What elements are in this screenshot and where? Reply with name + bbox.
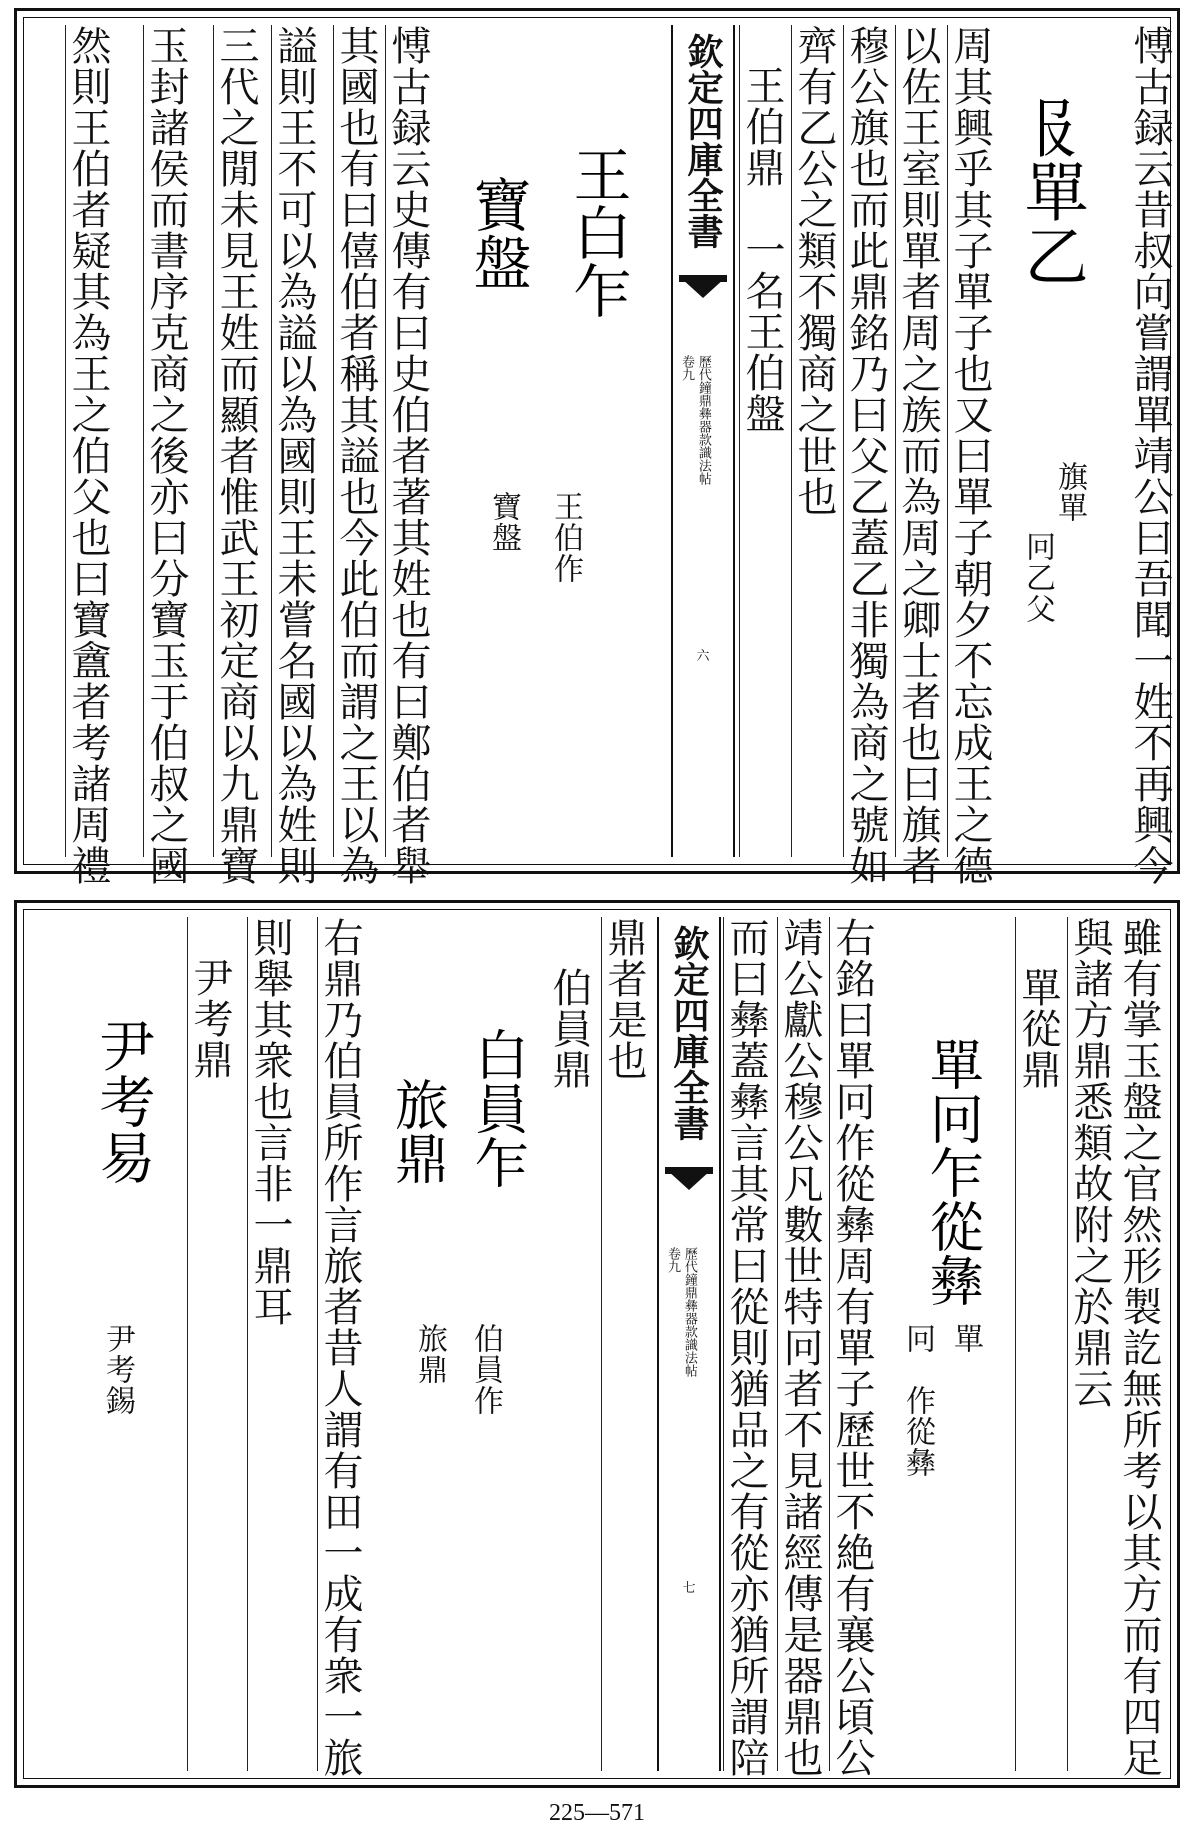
seal-glyphs: 旅鼎 bbox=[386, 1077, 450, 1185]
seal-glyphs: 單冋乍從彝 bbox=[921, 1037, 985, 1307]
transcription bbox=[409, 1323, 449, 1403]
text-column bbox=[895, 25, 941, 886]
transcription-text: 尹考錫 bbox=[100, 1323, 135, 1416]
column-text: 然則王伯者疑其為王之伯父也曰寶盦者考諸周禮 bbox=[65, 25, 111, 886]
banner-volume: 卷九 bbox=[679, 355, 694, 381]
transcription-text: 旗單 bbox=[1052, 461, 1087, 523]
column-text: 右鼎乃伯員所作言旅者昔人謂有田一成有衆一旅 bbox=[317, 917, 363, 1778]
column-text: 單從鼎 bbox=[1015, 967, 1061, 1090]
column-text: 王伯鼎 一名王伯盤 bbox=[739, 65, 785, 434]
transcription-text: 伯員作 bbox=[468, 1323, 503, 1416]
seal-inscription bbox=[985, 25, 1115, 857]
text-column bbox=[143, 25, 189, 886]
seal-glyphs: 尹考易 bbox=[90, 1017, 156, 1185]
text-column bbox=[65, 25, 111, 886]
column-text: 玉封諸侯而書序克商之後亦曰分寶玉于伯叔之國 bbox=[143, 25, 189, 886]
text-column bbox=[723, 917, 769, 1778]
column-text: 愽古録云史傳有曰史伯者著其姓也有曰鄭伯者舉 bbox=[385, 25, 431, 886]
transcription bbox=[1017, 531, 1057, 661]
transcription bbox=[897, 1323, 937, 1543]
text-column bbox=[187, 917, 232, 1771]
text-column bbox=[1127, 25, 1173, 886]
transcription bbox=[465, 1323, 505, 1443]
text-column bbox=[333, 25, 379, 886]
text-column bbox=[843, 25, 889, 886]
transcription-text: 冋乙父 bbox=[1020, 531, 1055, 624]
text-column bbox=[947, 25, 993, 886]
column-text: 以佐王室則單者周之族而為周之卿士者也曰旗者 bbox=[895, 25, 941, 886]
banner-subtitle: 歷代鐘鼎彝器款識法帖 bbox=[695, 355, 711, 485]
transcription bbox=[545, 491, 585, 631]
fish-tail-ornament bbox=[665, 1167, 713, 1204]
top-page-panel bbox=[14, 8, 1180, 886]
text-column bbox=[213, 25, 259, 886]
column-text: 右銘曰單冋作從彝周有單子歷世不絶有襄公頃公 bbox=[829, 917, 875, 1778]
column-text: 謚則王不可以為謚以為國則王未嘗名國以為姓則 bbox=[271, 25, 317, 886]
text-column bbox=[601, 917, 646, 1771]
text-column bbox=[1067, 917, 1112, 1771]
banner-title: 欽定四庫全書 bbox=[682, 33, 724, 249]
banner-volume: 卷九 bbox=[665, 1247, 680, 1273]
banner-subtitle: 歷代鐘鼎彝器款識法帖 bbox=[681, 1247, 697, 1377]
banner-page: 六 bbox=[696, 649, 710, 664]
book-banner bbox=[657, 917, 721, 1771]
seal-glyphs: 寶盤 bbox=[463, 175, 532, 291]
column-text: 齊有乙公之類不獨商之世也 bbox=[791, 25, 837, 517]
transcription-text: 王伯作 bbox=[548, 491, 583, 584]
seal-inscription bbox=[457, 25, 537, 857]
seal-glyphs: 王白乍 bbox=[563, 145, 632, 319]
transcription-text: 冋 作從彝 bbox=[900, 1323, 935, 1478]
bottom-page-panel bbox=[14, 900, 1180, 1788]
transcription-text: 單 bbox=[948, 1323, 983, 1354]
column-text: 其國也有曰僖伯者稱其謚也今此伯而謂之王以為 bbox=[333, 25, 379, 886]
transcription bbox=[483, 491, 523, 631]
transcription-text: 寶盤 bbox=[486, 491, 521, 553]
column-text: 鼎者是也 bbox=[601, 917, 647, 1081]
text-column bbox=[1116, 917, 1162, 1778]
column-text: 伯員鼎 bbox=[546, 967, 592, 1090]
text-column bbox=[547, 917, 591, 1771]
book-banner bbox=[671, 25, 735, 857]
seal-inscription bbox=[537, 25, 657, 857]
banner-page: 七 bbox=[682, 1581, 696, 1596]
transcription bbox=[97, 1323, 137, 1453]
column-text: 則舉其衆也言非一鼎耳 bbox=[247, 917, 293, 1327]
transcription-text: 旅鼎 bbox=[412, 1323, 447, 1385]
seal-glyphs: 白員乍 bbox=[466, 1027, 530, 1189]
text-column bbox=[791, 25, 836, 857]
column-text: 與諸方鼎悉類故附之於鼎云 bbox=[1067, 917, 1113, 1409]
column-text: 三代之閒未見王姓而顯者惟武王初定商以九鼎寶 bbox=[213, 25, 259, 886]
transcription bbox=[945, 1323, 985, 1383]
seal-glyphs: 𠬝單乙 bbox=[1013, 95, 1088, 287]
text-column bbox=[829, 917, 875, 1778]
text-column bbox=[247, 917, 292, 1771]
column-text: 而曰彝蓋彝言其常曰從則猶品之有從亦猶所謂陪 bbox=[723, 917, 769, 1778]
page-number: 225—571 bbox=[549, 1800, 645, 1826]
text-column bbox=[777, 917, 823, 1778]
banner-title: 欽定四庫全書 bbox=[668, 925, 710, 1141]
column-text: 穆公旗也而此鼎銘乃曰父乙蓋乙非獨為商之號如 bbox=[843, 25, 889, 886]
text-column bbox=[385, 25, 431, 886]
text-column bbox=[1015, 917, 1060, 1771]
column-text: 愽古録云昔叔向嘗謂單靖公曰吾聞一姓不再興今 bbox=[1127, 25, 1173, 886]
column-text: 雖有掌玉盤之官然形製訖無所考以其方而有四足 bbox=[1116, 917, 1162, 1778]
text-column bbox=[271, 25, 317, 886]
text-column bbox=[317, 917, 363, 1778]
column-text: 周其興乎其子單子也又曰單子朝夕不忘成王之德 bbox=[947, 25, 993, 886]
column-text: 尹考鼎 bbox=[187, 957, 233, 1080]
fish-tail-ornament bbox=[679, 275, 727, 312]
column-text: 靖公獻公穆公凡數世特冋者不見諸經傳是器鼎也 bbox=[777, 917, 823, 1778]
text-column bbox=[739, 25, 784, 857]
